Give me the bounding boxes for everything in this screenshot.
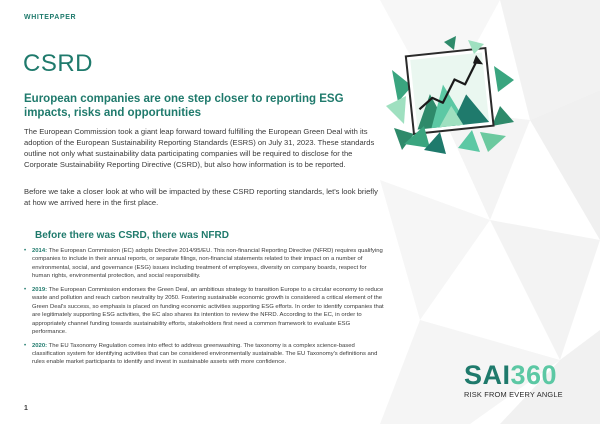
intro-paragraph: The European Commission took a giant leap forward toward fulfilling the European Green Deal with its adoption of the European Sustainability Reporting Standards (ESRS) on July 31, 2023. These standards outline not only what sustainability data participating companies will be required to disclose for the Corporate Sustainability Reporting Directive (CSRD), but also how information is to be reported. — [24, 127, 375, 169]
logo-tagline: RISK FROM EVERY ANGLE — [464, 390, 563, 399]
eyebrow-label: WHITEPAPER — [24, 14, 77, 21]
bullet-icon: • — [24, 286, 27, 293]
timeline-text: The European Commission endorses the Green Deal, an ambitious strategy to transition Europe to a circular economy to reduce waste and pollution and reach carbon neutrality by 2050. Fostering sustainable economic growth is considered a critical element of the Green Deal's success, so emphasis is placed on funding economic activities supporting ESG efforts. In order to identify companies that are legitimately supporting ESG activities, the EC also shares its intention to review the NFRD. According to the EC, in order to appropriately channel funding towards sustainability efforts, stakeholders first need a common framework to evaluate ESG performance. — [32, 286, 384, 336]
bullet-icon: • — [24, 342, 27, 349]
timeline-year: 2019: — [32, 286, 48, 293]
transition-paragraph: Before we take a closer look at who will be impacted by these CSRD reporting standards, let's look briefly at how we arrived here in the first place. — [24, 187, 378, 207]
timeline-item-2019 — [24, 286, 384, 337]
timeline-list — [24, 247, 384, 372]
logo-wordmark: SAI360 — [464, 360, 558, 390]
timeline-year: 2014: — [32, 248, 48, 254]
sai360-logo — [464, 362, 580, 399]
timeline-text: The European Commission (EC) adopts Directive 2014/95/EU. This non-financial Reporting Directive (NFRD) requires qualifying companies to include in their annual reports, or separate filings, non-financial statements related to their impact on a number of environmental, social, and governance (ESG) issues including treatment of employees, diversity on company boards, respect for human rights, environmental protection, and social responsibility. — [32, 248, 383, 280]
timeline-item-2014 — [24, 247, 384, 281]
timeline-text: The EU Taxonomy Regulation comes into effect to address greenwashing. The taxonomy is a complex science-based classification system for identifying activities that can be considered environmentally sustainable. The EU Taxonomy's definitions and rules enable market participants to identify and invest in sustainable assets with more confidence. — [32, 342, 378, 366]
subtitle: European companies are one step closer to reporting ESG impacts, risks and opportunities — [24, 93, 344, 119]
growth-chart-illustration-icon — [384, 36, 516, 156]
page-number: 1 — [24, 405, 28, 412]
page-title: CSRD — [23, 50, 94, 77]
section-heading: Before there was CSRD, there was NFRD — [35, 230, 229, 241]
bullet-icon: • — [24, 248, 27, 254]
timeline-item-2020 — [24, 342, 384, 367]
timeline-year: 2020: — [32, 342, 48, 349]
